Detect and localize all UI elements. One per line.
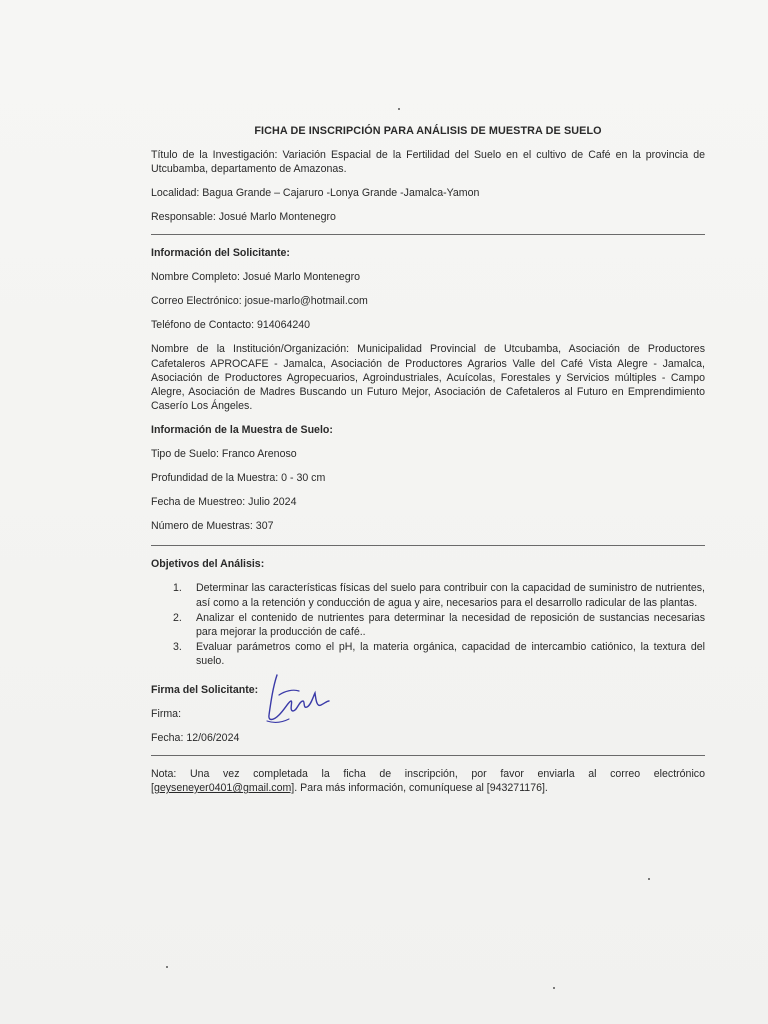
scan-speck xyxy=(648,878,650,880)
note-email-link[interactable]: [geyseneyer0401@gmail.com] xyxy=(151,782,295,795)
signature-date: Fecha: 12/06/2024 xyxy=(151,731,240,744)
list-item-text: Determinar las características físicas del suelo para contribuir con la capacidad de suministro de nutrientes, así como a la retención y conducción de agua y aire, necesarios para el desarrollo radicular de las plantas. xyxy=(196,582,705,609)
applicant-phone: Teléfono de Contacto: 914064240 xyxy=(151,319,311,332)
scan-speck xyxy=(166,966,168,968)
objectives-heading: Objetivos del Análisis: xyxy=(151,558,265,571)
signature-heading: Firma del Solicitante: xyxy=(151,683,259,696)
applicant-heading: Información del Solicitante: xyxy=(151,247,290,260)
list-number: 2. xyxy=(173,611,182,624)
list-item-text: Analizar el contenido de nutrientes para determinar la necesidad de reposición de sustancias necesarias para mejorar la producción de café.. xyxy=(196,611,705,639)
handwritten-signature xyxy=(259,671,331,731)
soil-type: Tipo de Suelo: Franco Arenoso xyxy=(151,448,297,461)
note-paragraph xyxy=(151,767,705,795)
sampling-date: Fecha de Muestreo: Julio 2024 xyxy=(151,496,297,509)
list-number: 1. xyxy=(173,582,182,595)
section-divider xyxy=(151,755,705,756)
sample-count: Número de Muestras: 307 xyxy=(151,520,274,533)
document-title: FICHA DE INSCRIPCIÓN PARA ANÁLISIS DE MUESTRA DE SUELO xyxy=(254,125,602,137)
sample-heading: Información de la Muestra de Suelo: xyxy=(151,424,333,437)
note-prefix: Nota: Una vez completada la ficha de inscripción, por favor enviarla al correo electrónico xyxy=(151,767,705,780)
note-suffix: . Para más información, comuníquese al [943271176]. xyxy=(294,782,548,795)
responsible: Responsable: Josué Marlo Montenegro xyxy=(151,211,336,224)
signature-label: Firma: xyxy=(151,707,182,720)
scan-speck xyxy=(398,108,400,110)
list-item xyxy=(173,611,705,639)
list-item xyxy=(173,640,705,668)
research-title: Título de la Investigación: Variación Espacial de la Fertilidad del Suelo en el cultivo de Café en la provincia de Utcubamba, departamento de Amazonas. xyxy=(151,149,705,176)
section-divider xyxy=(151,234,705,235)
list-item-text: Evaluar parámetros como el pH, la materia orgánica, capacidad de intercambio catiónico, la textura del suelo. xyxy=(196,641,705,668)
section-divider xyxy=(151,545,705,546)
sample-depth: Profundidad de la Muestra: 0 - 30 cm xyxy=(151,472,326,485)
applicant-institution: Nombre de la Institución/Organización: Municipalidad Provincial de Utcubamba, Asociación de Productores Cafetaleros APROCAFE - Jamalca, Asociación de Productores Agrarios Valle del Café Vista Alegre - Jamalca, Asociación de Productores Agropecuarios, Agroindustriales, Acuícolas, Forestales y Servicios múltiples - Campo Alegre, Asociación de Madres Buscando un Futuro Mejor, Asociación de Cafetaleros al Futuro en Emprendimiento Caserío Los Ángeles. xyxy=(151,343,705,413)
objectives-list xyxy=(151,581,705,668)
list-item xyxy=(173,581,705,609)
locality: Localidad: Bagua Grande – Cajaruro -Lonya Grande -Jamalca-Yamon xyxy=(151,187,480,200)
list-number: 3. xyxy=(173,641,182,654)
form-content xyxy=(151,124,705,805)
signature-block xyxy=(151,683,705,745)
scan-speck xyxy=(553,987,555,989)
applicant-email: Correo Electrónico: josue-marlo@hotmail.com xyxy=(151,295,368,308)
applicant-name: Nombre Completo: Josué Marlo Montenegro xyxy=(151,271,361,284)
